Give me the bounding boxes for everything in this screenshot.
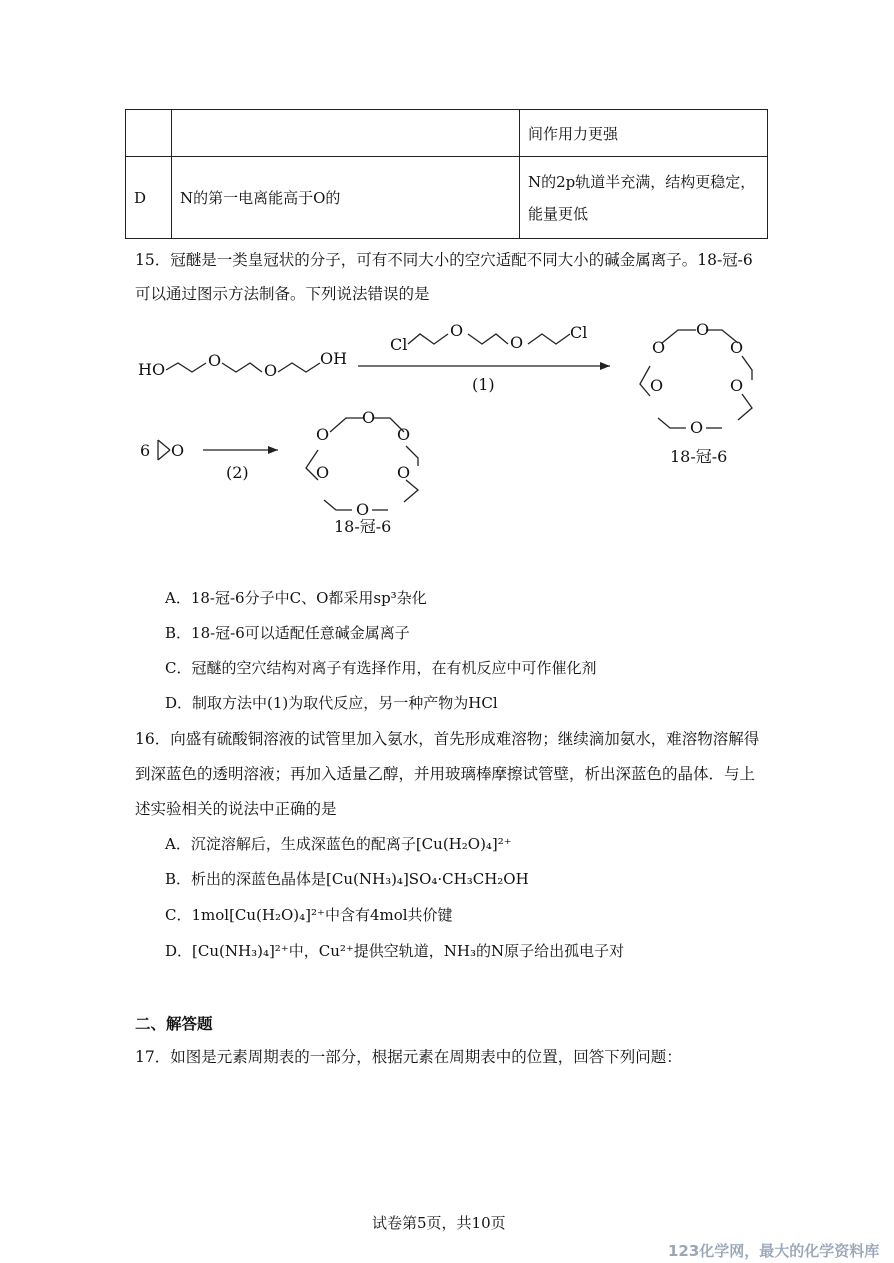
reagent-cl-right: Cl: [570, 323, 588, 342]
atom-o: O: [171, 441, 185, 460]
q16-option-b: B．析出的深蓝色晶体是[Cu(NH₃)₄]SO₄·CH₃CH₂OH: [165, 870, 529, 888]
table-row: [126, 110, 768, 157]
question-16-line1: 16．向盛有硫酸铜溶液的试管里加入氨水，首先形成难溶物；继续滴加氨水，难溶物溶解得: [135, 730, 760, 748]
section-heading: 二、解答题: [135, 1015, 213, 1033]
arrow-head-1: [600, 362, 610, 370]
table-cell: N的第一电离能高于O的: [172, 157, 520, 239]
atom-o: O: [510, 333, 524, 352]
condition-1: (1): [472, 375, 495, 394]
atom-o: O: [690, 418, 704, 437]
atom-o: O: [316, 425, 330, 444]
q15-option-c: C．冠醚的空穴结构对离子有选择作用，在有机反应中可作催化剂: [165, 659, 597, 677]
atom-o: O: [650, 376, 664, 395]
reaction-scheme: [0, 310, 894, 550]
q16-option-c: C．1mol[Cu(H₂O)₄]²⁺中含有4mol共价键: [165, 906, 453, 924]
table-cell-empty: [172, 110, 520, 157]
question-15-line1: 15．冠醚是一类皇冠状的分子，可有不同大小的空穴适配不同大小的碱金属离子。18-冠-6: [135, 251, 753, 269]
table-row: [126, 157, 768, 239]
atom-o: O: [356, 500, 370, 519]
atom-o: O: [208, 351, 222, 370]
page-footer: 试卷第5页，共10页: [372, 1214, 506, 1232]
table-cell-line: 能量更低: [528, 204, 589, 223]
q15-option-a: A．18-冠-6分子中C、O都采用sp³杂化: [165, 589, 427, 607]
atom-o: O: [730, 338, 744, 357]
question-16-line2: 到深蓝色的透明溶液；再加入适量乙醇，并用玻璃棒摩擦试管壁，析出深蓝色的晶体．与上: [135, 765, 756, 783]
arrow-head-2: [268, 446, 278, 454]
table-cell: 间作用力更强: [520, 110, 768, 157]
table-cell-label: D: [126, 157, 172, 239]
question-17: 17．如图是元素周期表的一部分，根据元素在周期表中的位置，回答下列问题：: [135, 1048, 682, 1066]
reactant-oh: OH: [320, 349, 348, 368]
atom-o: O: [316, 463, 330, 482]
q15-option-d: D．制取方法中(1)为取代反应，另一种产物为HCl: [165, 694, 498, 712]
product-label-2: 18-冠-6: [334, 517, 392, 536]
table-cell: [520, 157, 768, 239]
q16-option-d: D．[Cu(NH₃)₄]²⁺中，Cu²⁺提供空轨道，NH₃的N原子给出孤电子对: [165, 942, 625, 960]
coefficient: 6: [140, 441, 151, 460]
watermark-text: 123化学网，最大的化学资料库: [668, 1242, 880, 1260]
table-cell-line: N的2p轨道半充满，结构更稳定，: [528, 172, 756, 191]
reactant-ho: HO: [138, 360, 166, 379]
condition-2: (2): [226, 463, 249, 482]
q16-option-a: A．沉淀溶解后，生成深蓝色的配离子[Cu(H₂O)₄]²⁺: [165, 835, 512, 853]
reagent-cl-left: Cl: [390, 335, 408, 354]
atom-o: O: [652, 338, 666, 357]
atom-o: O: [730, 376, 744, 395]
atom-o: O: [397, 463, 411, 482]
atom-o: O: [696, 320, 710, 339]
table-cell-empty: [126, 110, 172, 157]
product-label-1: 18-冠-6: [670, 447, 728, 466]
atom-o: O: [264, 361, 278, 380]
atom-o: O: [397, 425, 411, 444]
answer-table: [125, 109, 768, 239]
q15-option-b: B．18-冠-6可以适配任意碱金属离子: [165, 624, 410, 642]
question-15-line2: 可以通过图示方法制备。下列说法错误的是: [135, 285, 430, 303]
atom-o: O: [450, 321, 464, 340]
atom-o: O: [362, 408, 376, 427]
question-16-line3: 述实验相关的说法中正确的是: [135, 800, 337, 818]
